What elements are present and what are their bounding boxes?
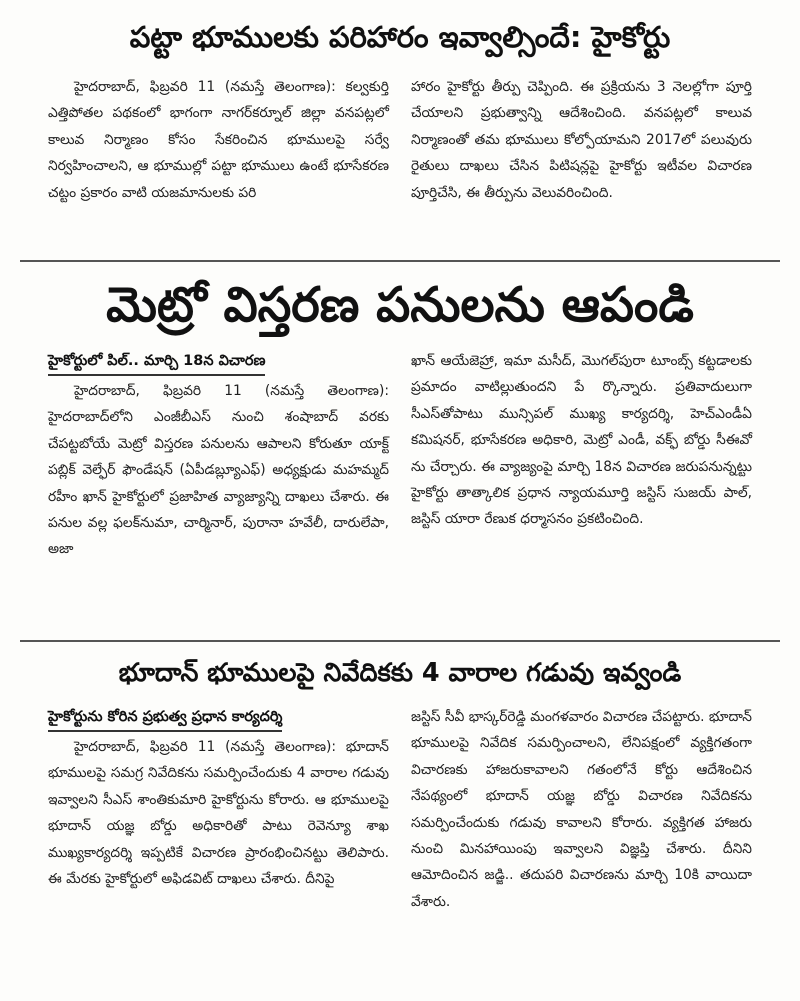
article-column-right [411, 348, 752, 563]
article-body-text: హైదరాబాద్, ఫిబ్రవరి 11 (నమస్తే తెలంగాణ): కల్వకుర్తి ఎత్తిపోతల పథకంలో భాగంగా నాగర్‌కర్నూల్ జిల్లా వనపట్లలో కాలువ నిర్మాణం కోసం సేకరించిన భూములపై సర్వే నిర్వహించాలని, ఆ భూముల్లో పట్టా భూములు ఉంటే భూసేకరణ చట్టం ప్రకారం వాటి యజమానులకు పరి [48, 79, 389, 201]
article-column-left [48, 704, 389, 915]
article-bhoodan-lands [0, 642, 800, 1001]
article-body-text: జస్టిస్ సీవీ భాస్కర్‌రెడ్డి మంగళవారం విచారణ చేపట్టారు. భూదాన్ భూములపై నివేదిక సమర్పించాలని, లేనిపక్షంలో వ్యక్తిగతంగా విచారణకు హాజరుకావాలని గతంలోనే కోర్టు ఆదేశించిన నేపథ్యంలో భూదాన్ యజ్ఞ బోర్డు విచారణ నివేదికను సమర్పించేందుకు గడువు కావాలని కోరారు. వ్యక్తిగత హాజరు నుంచి మినహాయింపు ఇవ్వాలని విజ్ఞప్తి చేశారు. దీనిని ఆమోదించిన జడ్జి.. తదుపరి విచారణను మార్చి 10కి వాయిదా వేశారు. [411, 709, 752, 910]
article-columns [0, 704, 800, 915]
article-headline: పట్టా భూములకు పరిహారం ఇవ్వాల్సిందే: హైకోర్టు [129, 20, 671, 54]
article-kicker: హైకోర్టులో పిల్.. మార్చి 18న విచారణ [48, 348, 265, 376]
article-columns [0, 348, 800, 563]
article-column-left [48, 74, 389, 206]
article-columns [0, 74, 800, 206]
article-patta-lands [0, 0, 800, 258]
article-kicker: హైకోర్టును కోరిన ప్రభుత్వ ప్రధాన కార్యదర్శి [48, 704, 282, 732]
article-headline: భూదాన్ భూములపై నివేదికకు 4 వారాల గడువు ఇవ్వండి [118, 658, 682, 688]
article-body-text: హైదరాబాద్, ఫిబ్రవరి 11 (నమస్తే తెలంగాణ): భూదాన్ భూములపై సమగ్ర నివేదికను సమర్పించేందుకు 4 వారాల గడువు ఇవ్వాలని సీఎస్ శాంతికుమారి హైకోర్టును కోరారు. ఆ భూములపై భూదాన్ యజ్ఞ బోర్డు అధికారితో పాటు రెవెన్యూ శాఖ ముఖ్యకార్యదర్శి ఇప్పటికే విచారణ ప్రారంభించినట్టు తెలిపారు. ఈ మేరకు హైకోర్టులో అఫిడవిట్ దాఖలు చేశారు. దీనిపై [48, 739, 389, 888]
article-metro-expansion [0, 262, 800, 637]
article-column-right [411, 704, 752, 915]
article-column-left [48, 348, 389, 563]
article-body-text: హైదరాబాద్, ఫిబ్రవరి 11 (నమస్తే తెలంగాణ): హైదరాబాద్‌లోని ఎంజీబీఎస్ నుంచి శంషాబాద్ వరకు చేపట్టబోయే మెట్రో విస్తరణ పనులను ఆపాలని కోరుతూ యాక్ట్ పబ్లిక్ వెల్ఫేర్ ఫౌండేషన్ (ఏపీడబ్ల్యూఎఫ్) అధ్యక్షుడు మహమ్మద్ రహీం ఖాన్ హైకోర్టులో ప్రజాహిత వ్యాజ్యాన్ని దాఖలు చేశారు. ఈ పనుల వల్ల ఫలక్‌నుమా, చార్మినార్, పురానా హవేలీ, దారులేపా, అజా [48, 383, 389, 558]
article-column-right [411, 74, 752, 206]
article-body-text: హారం హైకోర్టు తీర్పు చెప్పింది. ఈ ప్రక్రియను 3 నెలల్లోగా పూర్తి చేయాలని ప్రభుత్వాన్ని ఆదేశించింది. వనపట్లలో కాలువ నిర్మాణంతో తమ భూములు కోల్పోయామని 2017లో పలువురు రైతులు దాఖలు చేసిన పిటిషన్లపై హైకోర్టు ఇటీవల విచారణ పూర్తిచేసి, ఈ తీర్పును వెలువరించింది. [411, 79, 752, 201]
article-headline: మెట్రో విస్తరణ పనులను ఆపండి [106, 277, 694, 333]
article-body-text: ఖాన్ ఆయేజెహ్రా, ఇమా మసీద్, మొగల్‌పురా టూంబ్స్ కట్టడాలకు ప్రమాదం వాటిల్లుతుందని పే ర్కొన్నారు. ప్రతివాదులుగా సీఎస్‌తోపాటు మున్సిపల్ ముఖ్య కార్యదర్శి, హెచ్‌ఎండీఏ కమిషనర్, భూసేకరణ అధికారి, మెట్రో ఎండీ, వక్ఫ్ బోర్డు సీఈవో ను చేర్చారు. ఈ వ్యాజ్యంపై మార్చి 18న విచారణ జరుపనున్నట్టు హైకోర్టు తాత్కాలిక ప్రధాన న్యాయమూర్తి జస్టిస్ సుజయ్ పాల్, జస్టిస్ యారా రేణుక ధర్మాసనం ప్రకటించింది. [411, 353, 752, 528]
